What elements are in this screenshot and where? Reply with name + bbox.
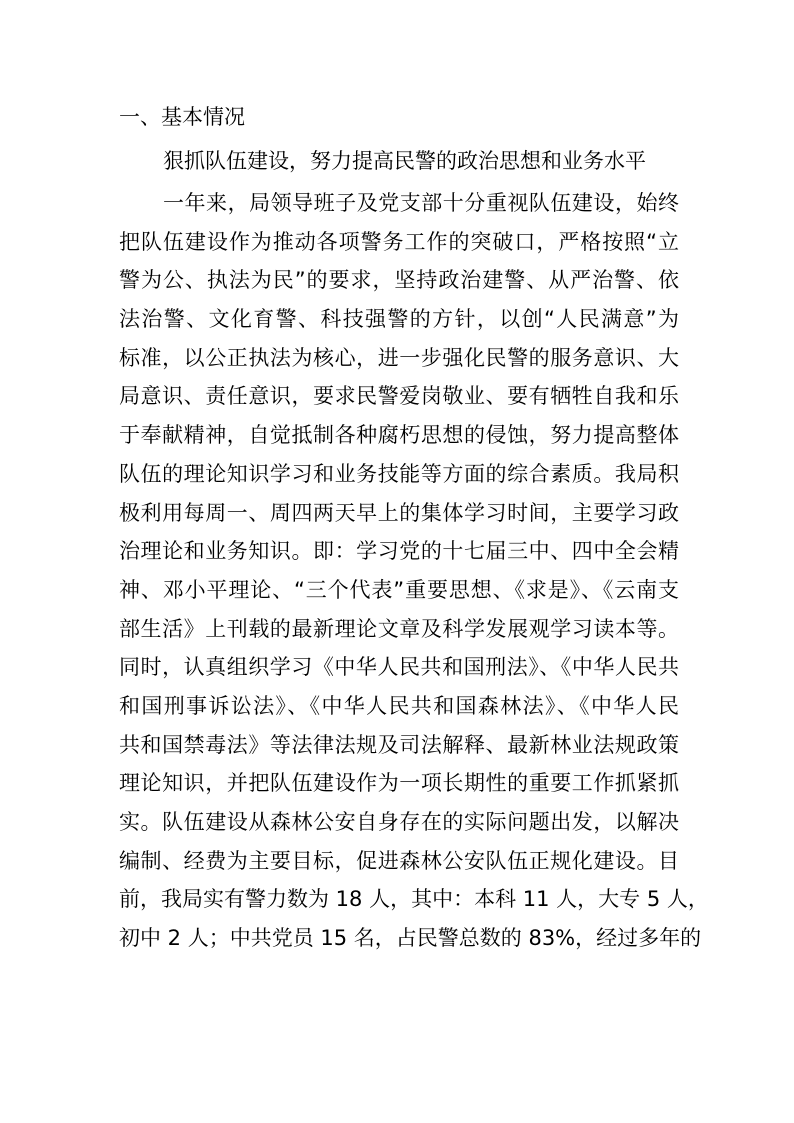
paragraph-line: 同时，认真组织学习《中华人民共和国刑法》、《中华人民共 <box>119 655 679 680</box>
paragraph-line: 初中 2 人；中共党员 15 名，占民警总数的 83%，经过多年的 <box>119 926 702 951</box>
paragraph-line: 法治警、文化育警、科技强警的方针，以创“人民满意”为 <box>119 307 679 332</box>
paragraph-line: 理论知识，并把队伍建设作为一项长期性的重要工作抓紧抓 <box>119 771 679 796</box>
paragraph-line: 部生活》上刊载的最新理论文章及科学发展观学习读本等。 <box>119 616 679 641</box>
paragraph-line: 一年来，局领导班子及党支部十分重视队伍建设，始终 <box>163 191 679 215</box>
paragraph-line: 极利用每周一、周四两天早上的集体学习时间，主要学习政 <box>119 500 679 525</box>
paragraph-line: 神、邓小平理论、“三个代表”重要思想、《求是》、《云南支 <box>119 577 679 602</box>
body-paragraph <box>119 188 709 962</box>
subheading: 狠抓队伍建设，努力提高民警的政治思想和业务水平 <box>163 149 646 173</box>
section-heading: 一、基本情况 <box>119 105 245 129</box>
paragraph-line: 治理论和业务知识。即：学习党的十七届三中、四中全会精 <box>119 539 679 564</box>
paragraph-line: 共和国禁毒法》等法律法规及司法解释、最新林业法规政策 <box>119 732 679 757</box>
paragraph-line: 前，我局实有警力数为 18 人，其中：本科 11 人，大专 5 人， <box>119 887 709 912</box>
paragraph-line: 局意识、责任意识，要求民警爱岗敬业、要有牺牲自我和乐 <box>119 384 679 409</box>
paragraph-line: 编制、经费为主要目标，促进森林公安队伍正规化建设。目 <box>119 848 679 873</box>
paragraph-line: 队伍的理论知识学习和业务技能等方面的综合素质。我局积 <box>119 461 679 486</box>
paragraph-line: 把队伍建设作为推动各项警务工作的突破口，严格按照“立 <box>119 229 679 254</box>
paragraph-line: 实。队伍建设从森林公安自身存在的实际问题出发，以解决 <box>119 810 679 834</box>
paragraph-line: 于奉献精神，自觉抵制各种腐朽思想的侵蚀，努力提高整体 <box>119 423 679 448</box>
paragraph-line: 警为公、执法为民”的要求，坚持政治建警、从严治警、依 <box>119 268 679 293</box>
paragraph-line: 和国刑事诉讼法》、《中华人民共和国森林法》、《中华人民 <box>119 693 679 718</box>
paragraph-line: 标准，以公正执法为核心，进一步强化民警的服务意识、大 <box>119 345 679 370</box>
